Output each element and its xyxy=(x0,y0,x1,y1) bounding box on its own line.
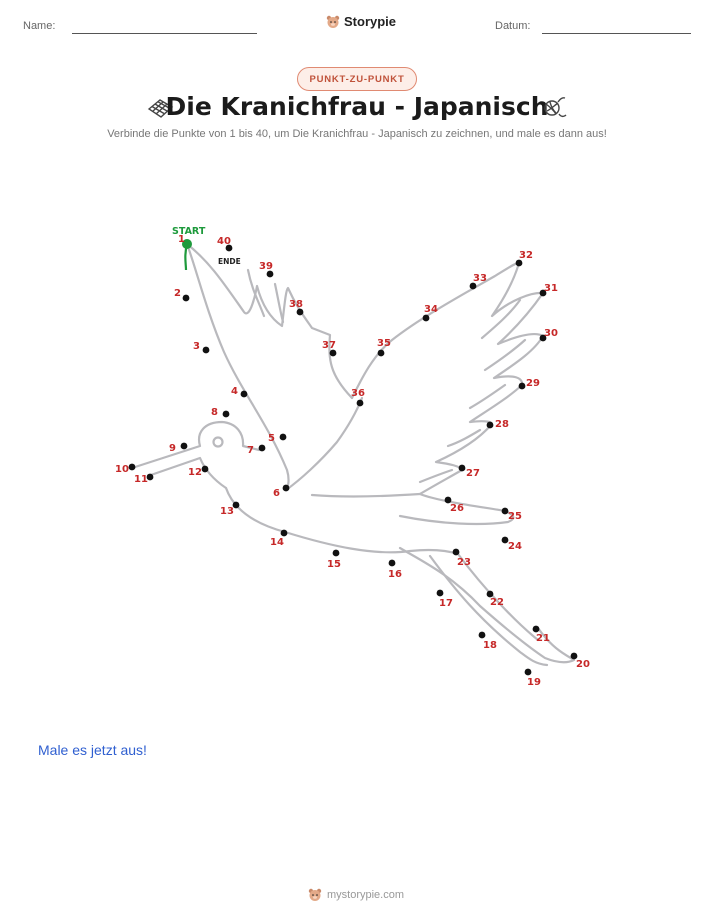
dot-label-32: 32 xyxy=(519,250,533,261)
dot-16[interactable] xyxy=(389,560,396,567)
crane-outline xyxy=(132,244,574,665)
dot-5[interactable] xyxy=(280,434,287,441)
dot-label-35: 35 xyxy=(377,338,391,349)
dot-label-20: 20 xyxy=(576,659,590,670)
dot-label-7: 7 xyxy=(247,445,254,456)
dot-3[interactable] xyxy=(203,347,210,354)
dot-36[interactable] xyxy=(357,400,364,407)
dot-label-18: 18 xyxy=(483,640,497,651)
dot-7[interactable] xyxy=(259,445,266,452)
dot-label-15: 15 xyxy=(327,559,341,570)
dot-19[interactable] xyxy=(525,669,532,676)
dot-label-14: 14 xyxy=(270,537,284,548)
dot-label-25: 25 xyxy=(508,511,522,522)
dot-21[interactable] xyxy=(533,626,540,633)
instructions: Verbinde die Punkte von 1 bis 40, um Die Kranichfrau - Japanisch zu zeichnen, und male es dann aus! xyxy=(107,128,607,140)
dot-15[interactable] xyxy=(333,550,340,557)
dot-label-21: 21 xyxy=(536,633,550,644)
footer xyxy=(308,888,404,902)
dot-label-11: 11 xyxy=(134,474,148,485)
dot-label-16: 16 xyxy=(388,569,402,580)
dot-label-10: 10 xyxy=(115,464,129,475)
dot-label-37: 37 xyxy=(322,340,336,351)
dot-18[interactable] xyxy=(479,632,486,639)
dot-label-36: 36 xyxy=(351,388,365,399)
dot-label-33: 33 xyxy=(473,273,487,284)
start-label: START xyxy=(172,226,206,237)
dot-label-29: 29 xyxy=(526,378,540,389)
dot-14[interactable] xyxy=(281,530,288,537)
dot-label-17: 17 xyxy=(439,598,453,609)
color-it-prompt: Male es jetzt aus! xyxy=(38,742,147,758)
dot-label-30: 30 xyxy=(544,328,558,339)
dot-27[interactable] xyxy=(459,465,466,472)
dot-label-28: 28 xyxy=(495,419,509,430)
dot-34[interactable] xyxy=(423,315,430,322)
dot-label-19: 19 xyxy=(527,677,541,688)
dot-label-12: 12 xyxy=(188,467,202,478)
dot-label-5: 5 xyxy=(268,433,275,444)
dot-10[interactable] xyxy=(129,464,136,471)
dot-label-4: 4 xyxy=(231,386,238,397)
dot-label-8: 8 xyxy=(211,407,218,418)
dot-label-39: 39 xyxy=(259,261,273,272)
dot-9[interactable] xyxy=(181,443,188,450)
dot-label-24: 24 xyxy=(508,541,522,552)
dot-label-6: 6 xyxy=(273,488,280,499)
dot-23[interactable] xyxy=(453,549,460,556)
dot-28[interactable] xyxy=(487,422,494,429)
dot-label-23: 23 xyxy=(457,557,471,568)
dot-label-38: 38 xyxy=(289,299,303,310)
dot-label-1: 1 xyxy=(178,234,185,245)
bear-logo-icon xyxy=(308,888,322,902)
dot-label-2: 2 xyxy=(174,288,181,299)
name-label: Name: xyxy=(23,20,56,32)
dot-label-9: 9 xyxy=(169,443,176,454)
brand-name: Storypie xyxy=(344,14,397,29)
dot-6[interactable] xyxy=(283,485,290,492)
dot-label-3: 3 xyxy=(193,341,200,352)
dot-12[interactable] xyxy=(202,466,209,473)
category-badge: PUNKT-ZU-PUNKT xyxy=(297,67,417,91)
page-title: Die Kranichfrau - Japanisch xyxy=(165,92,549,121)
dot-4[interactable] xyxy=(241,391,248,398)
dot-label-34: 34 xyxy=(424,304,438,315)
dot-35[interactable] xyxy=(378,350,385,357)
dot-label-27: 27 xyxy=(466,468,480,479)
dot-label-31: 31 xyxy=(544,283,558,294)
dot-17[interactable] xyxy=(437,590,444,597)
end-label: ENDE xyxy=(218,257,241,266)
footer-url[interactable]: mystorypie.com xyxy=(327,889,405,901)
dot-label-22: 22 xyxy=(490,597,504,608)
dot-label-13: 13 xyxy=(220,506,234,517)
dot-label-40: 40 xyxy=(217,236,231,247)
dot-29[interactable] xyxy=(519,383,526,390)
date-label: Datum: xyxy=(495,20,531,32)
dot-8[interactable] xyxy=(223,411,230,418)
dot-2[interactable] xyxy=(183,295,190,302)
dot-label-26: 26 xyxy=(450,503,464,514)
